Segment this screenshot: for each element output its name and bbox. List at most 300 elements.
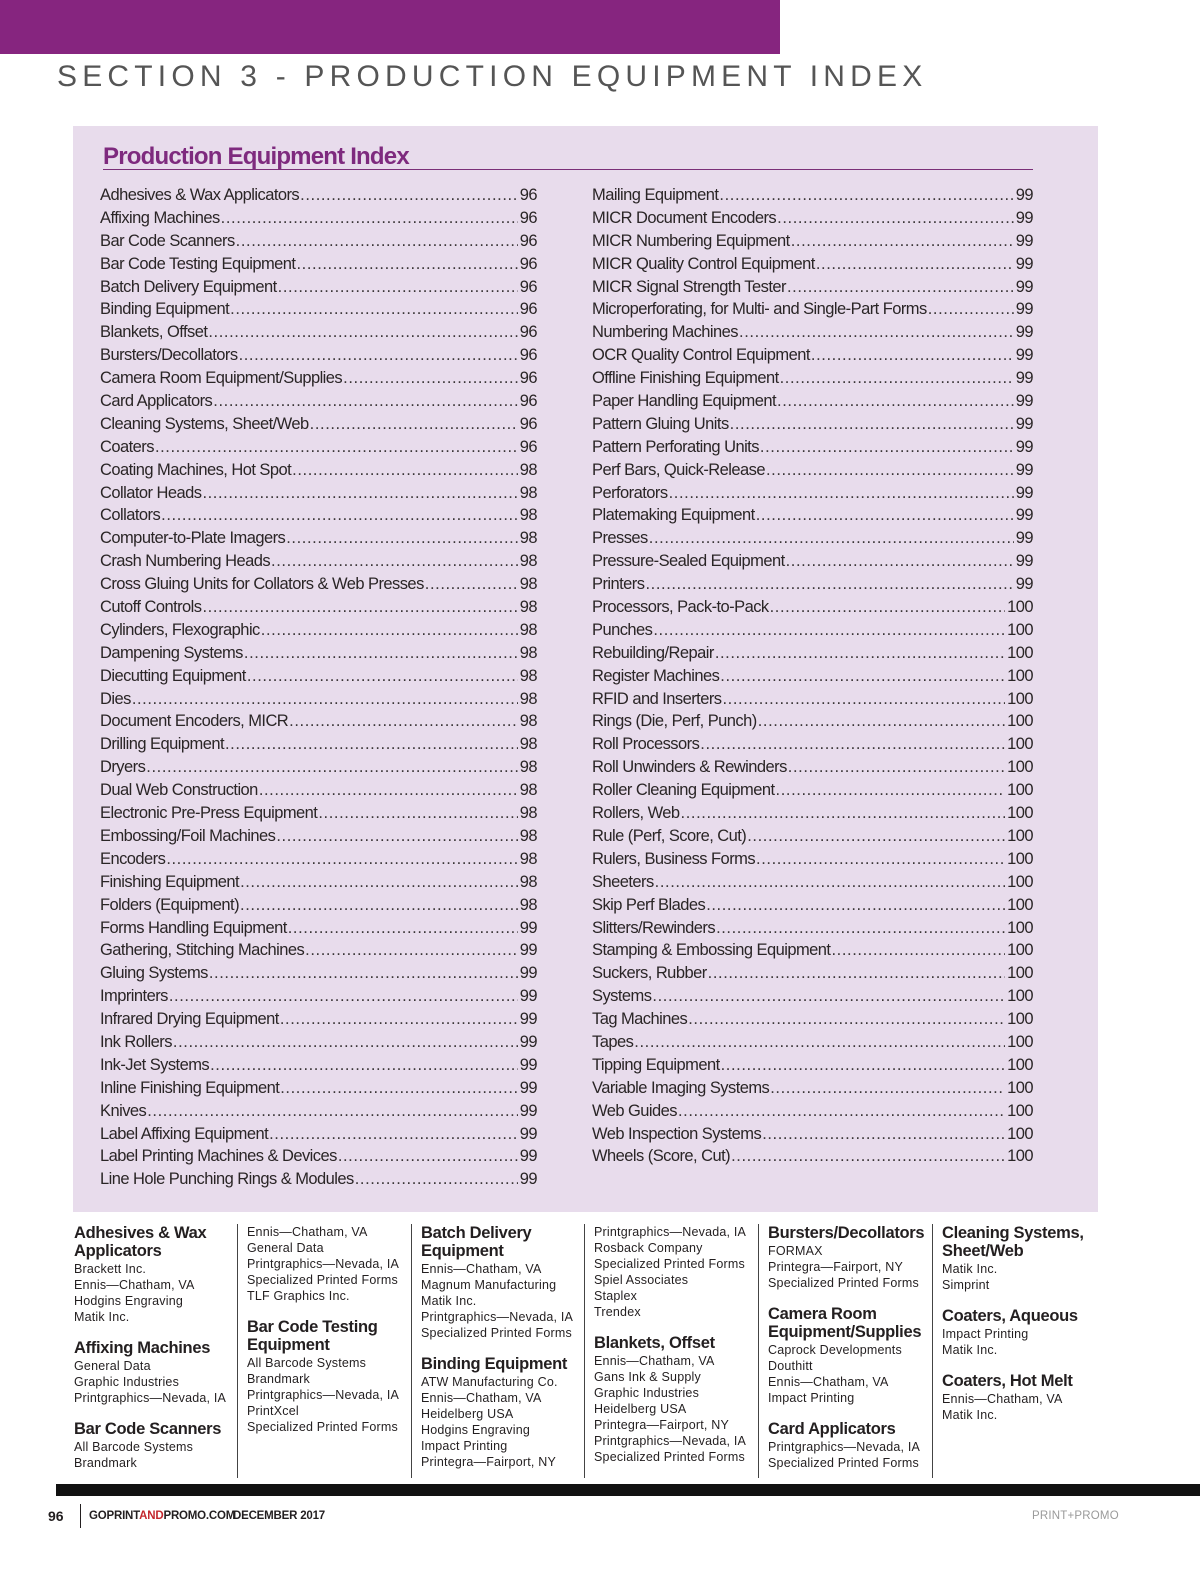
vendor-name: All Barcode Systems xyxy=(74,1440,194,1454)
vendor-name: Ennis—Chatham, VA xyxy=(74,1278,195,1292)
index-entry-page: 100 xyxy=(1007,758,1033,777)
index-entry xyxy=(100,621,537,644)
vendor-name: Specialized Printed Forms xyxy=(594,1450,745,1464)
index-entry xyxy=(100,781,537,804)
dot-leader xyxy=(770,1079,1005,1098)
index-entry-page: 96 xyxy=(519,277,537,296)
index-entry-page: 99 xyxy=(1015,506,1033,525)
index-entry-name: Slitters/Rewinders xyxy=(592,918,716,937)
spacer xyxy=(768,1291,938,1305)
dot-leader xyxy=(202,484,517,503)
dot-leader xyxy=(318,804,517,823)
dot-leader xyxy=(173,1033,518,1052)
vendor-name: Specialized Printed Forms xyxy=(768,1456,919,1470)
vendor-name: Specialized Printed Forms xyxy=(247,1420,398,1434)
index-entry xyxy=(100,850,537,873)
index-entry-page: 96 xyxy=(519,231,537,250)
index-entry-name: Affixing Machines xyxy=(100,208,220,227)
index-entry-name: MICR Numbering Equipment xyxy=(592,231,790,250)
index-entry-name: Web Inspection Systems xyxy=(592,1124,762,1143)
index-entry xyxy=(100,690,537,713)
index-entry-page: 99 xyxy=(1015,254,1033,273)
index-entry xyxy=(592,1010,1033,1033)
index-entry-page: 100 xyxy=(1007,1055,1033,1074)
index-entry-name: Folders (Equipment) xyxy=(100,895,240,914)
dot-leader xyxy=(786,552,1014,571)
index-entry-page: 98 xyxy=(519,895,537,914)
dot-leader xyxy=(203,598,518,617)
vendor-name: Printgraphics—Nevada, IA xyxy=(74,1391,227,1405)
dot-leader xyxy=(731,1147,1005,1166)
vendor-name: FORMAX xyxy=(768,1244,823,1258)
index-entry-name: OCR Quality Control Equipment xyxy=(592,346,810,365)
index-entry-page: 96 xyxy=(519,369,537,388)
index-entry xyxy=(100,232,537,255)
index-entry xyxy=(100,438,537,461)
index-entry xyxy=(592,186,1033,209)
dot-leader xyxy=(261,621,518,640)
dot-leader xyxy=(338,1147,518,1166)
index-entry-page: 99 xyxy=(1015,414,1033,433)
vendor-name: Impact Printing xyxy=(421,1439,508,1453)
index-entry xyxy=(100,987,537,1010)
dot-leader xyxy=(300,186,518,205)
dot-leader xyxy=(721,1056,1005,1075)
index-entry-page: 99 xyxy=(519,1101,537,1120)
index-entry-name: Presses xyxy=(592,529,648,548)
index-entry-page: 100 xyxy=(1007,1124,1033,1143)
vendor-name: Rosback Company xyxy=(594,1241,703,1255)
footer-divider xyxy=(80,1504,81,1528)
vendor-name: Printgraphics—Nevada, IA xyxy=(421,1310,574,1324)
dot-leader xyxy=(777,392,1014,411)
index-entry-page: 99 xyxy=(519,987,537,1006)
index-entry-name: Collators xyxy=(100,506,161,525)
index-entry-name: Wheels (Score, Cut) xyxy=(592,1147,731,1166)
index-entry-page: 100 xyxy=(1007,872,1033,891)
vendor-name: Spiel Associates xyxy=(594,1273,689,1287)
index-entry-name: Label Printing Machines & Devices xyxy=(100,1147,337,1166)
index-entry-page: 98 xyxy=(519,620,537,639)
index-entry-page: 96 xyxy=(519,392,537,411)
vendor-name: Printegra—Fairport, NY xyxy=(594,1418,729,1432)
index-entry xyxy=(100,1147,537,1170)
index-entry-page: 98 xyxy=(519,575,537,594)
vendor-name: Brandmark xyxy=(247,1372,310,1386)
index-entry-page: 100 xyxy=(1007,666,1033,685)
index-entry-page: 99 xyxy=(1015,186,1033,204)
index-entry xyxy=(100,323,537,346)
index-entry-name: Pressure-Sealed Equipment xyxy=(592,552,785,571)
dot-leader xyxy=(645,575,1013,594)
index-entry-page: 99 xyxy=(1015,529,1033,548)
index-entry-page: 100 xyxy=(1007,1078,1033,1097)
index-entry-page: 96 xyxy=(519,300,537,319)
index-entry-name: Label Affixing Equipment xyxy=(100,1124,269,1143)
index-entry xyxy=(592,919,1033,942)
index-entry xyxy=(592,621,1033,644)
index-entry xyxy=(592,941,1033,964)
index-entry-page: 98 xyxy=(519,826,537,845)
index-entry-page: 100 xyxy=(1007,1032,1033,1051)
index-entry-name: Cylinders, Flexographic xyxy=(100,620,260,639)
index-entry-name: Web Guides xyxy=(592,1101,677,1120)
dot-leader xyxy=(678,1102,1005,1121)
index-entry-page: 98 xyxy=(519,483,537,502)
dot-leader xyxy=(756,506,1014,525)
column-divider xyxy=(932,1224,933,1478)
vendor-name: Hodgins Engraving xyxy=(421,1423,531,1437)
vendor-name: Ennis—Chatham, VA xyxy=(421,1391,542,1405)
vendor-column-4 xyxy=(594,1224,764,1478)
column-divider xyxy=(758,1224,759,1478)
index-entry xyxy=(592,781,1033,804)
index-entry-name: Punches xyxy=(592,620,653,639)
index-entry-name: Rulers, Business Forms xyxy=(592,849,756,868)
vendor-name: Specialized Printed Forms xyxy=(594,1257,745,1271)
dot-leader xyxy=(169,987,518,1006)
index-entry xyxy=(100,896,537,919)
index-entry xyxy=(100,484,537,507)
index-entry-page: 100 xyxy=(1007,918,1033,937)
index-entry-name: Sheeters xyxy=(592,872,654,891)
index-entry xyxy=(100,255,537,278)
index-column-right xyxy=(592,186,1033,1170)
index-entry xyxy=(100,461,537,484)
dot-leader xyxy=(288,919,518,938)
dot-leader xyxy=(355,1170,518,1189)
index-entry xyxy=(100,369,537,392)
dot-leader xyxy=(653,621,1005,640)
dot-leader xyxy=(209,964,518,983)
index-entry-page: 98 xyxy=(519,666,537,685)
dot-leader xyxy=(756,850,1005,869)
dot-leader xyxy=(221,209,518,228)
vendor-name: Specialized Printed Forms xyxy=(421,1326,572,1340)
category-heading: Cleaning Systems, Sheet/Web xyxy=(942,1224,1084,1260)
index-entry xyxy=(100,278,537,301)
dot-leader xyxy=(208,323,517,342)
index-entry-name: Ink-Jet Systems xyxy=(100,1055,210,1074)
dot-leader xyxy=(700,735,1005,754)
index-entry xyxy=(592,667,1033,690)
vendor-name: Heidelberg USA xyxy=(421,1407,514,1421)
index-entry-name: Binding Equipment xyxy=(100,300,230,319)
category-heading: Bar Code Testing Equipment xyxy=(247,1318,378,1354)
index-entry-page: 99 xyxy=(519,1170,537,1189)
index-entry-page: 100 xyxy=(1007,849,1033,868)
index-entry xyxy=(100,964,537,987)
index-entry xyxy=(100,1079,537,1102)
index-entry-page: 99 xyxy=(519,1124,537,1143)
index-entry xyxy=(100,1170,537,1193)
index-entry-page: 100 xyxy=(1007,826,1033,845)
vendor-name: Printgraphics—Nevada, IA xyxy=(594,1434,747,1448)
index-entry-name: Card Applicators xyxy=(100,392,213,411)
vendor-name: TLF Graphics Inc. xyxy=(247,1289,350,1303)
vendor-name: Graphic Industries xyxy=(74,1375,180,1389)
vendor-name: Printgraphics—Nevada, IA xyxy=(768,1440,921,1454)
dot-leader xyxy=(310,415,518,434)
index-entry-name: Forms Handling Equipment xyxy=(100,918,287,937)
index-entry xyxy=(592,461,1033,484)
index-entry-page: 96 xyxy=(519,186,537,204)
dot-leader xyxy=(715,644,1005,663)
footer-website xyxy=(89,1510,235,1522)
index-entry-name: Roll Unwinders & Rewinders xyxy=(592,758,787,777)
vendor-name: Matik Inc. xyxy=(942,1408,998,1422)
vendor-name: Matik Inc. xyxy=(74,1310,130,1324)
category-heading: Bursters/Decollators xyxy=(768,1224,925,1242)
index-entry-name: Bar Code Testing Equipment xyxy=(100,254,296,273)
dot-leader xyxy=(147,1102,518,1121)
dot-leader xyxy=(166,850,517,869)
vendor-name: Printegra—Fairport, NY xyxy=(768,1260,903,1274)
index-entry-name: Crash Numbering Heads xyxy=(100,552,271,571)
index-entry xyxy=(592,552,1033,575)
index-entry-page: 99 xyxy=(1015,277,1033,296)
dot-leader xyxy=(787,278,1014,297)
index-entry-name: Document Encoders, MICR xyxy=(100,712,289,731)
index-entry-name: Blankets, Offset xyxy=(100,323,208,342)
index-entry-name: Pattern Perforating Units xyxy=(592,437,759,456)
index-entry-page: 100 xyxy=(1007,1147,1033,1166)
index-entry-name: Finishing Equipment xyxy=(100,872,240,891)
index-entry-page: 100 xyxy=(1007,1010,1033,1029)
index-entry-name: Perforators xyxy=(592,483,668,502)
index-entry-name: Paper Handling Equipment xyxy=(592,392,777,411)
dot-leader xyxy=(225,735,518,754)
index-entry-name: Roll Processors xyxy=(592,735,700,754)
vendor-column-2 xyxy=(247,1224,417,1478)
index-entry xyxy=(592,369,1033,392)
dot-leader xyxy=(269,1125,518,1144)
index-entry-page: 99 xyxy=(519,1032,537,1051)
index-entry-page: 98 xyxy=(519,735,537,754)
index-entry-name: Batch Delivery Equipment xyxy=(100,277,277,296)
dot-leader xyxy=(652,987,1005,1006)
index-entry-name: Tapes xyxy=(592,1032,634,1051)
vendor-name: Ennis—Chatham, VA xyxy=(421,1262,542,1276)
dot-leader xyxy=(649,529,1014,548)
index-entry-page: 99 xyxy=(1015,575,1033,594)
index-entry-page: 96 xyxy=(519,208,537,227)
index-entry-name: Skip Perf Blades xyxy=(592,895,706,914)
index-entry-name: Gathering, Stitching Machines xyxy=(100,941,305,960)
index-entry-name: Coating Machines, Hot Spot xyxy=(100,460,292,479)
index-entry-page: 99 xyxy=(519,1147,537,1166)
column-divider xyxy=(584,1224,585,1478)
dot-leader xyxy=(776,781,1006,800)
index-entry-page: 98 xyxy=(519,758,537,777)
column-divider xyxy=(411,1224,412,1478)
index-entry-name: Adhesives & Wax Applicators xyxy=(100,186,300,204)
index-entry xyxy=(592,346,1033,369)
index-entry-page: 96 xyxy=(519,323,537,342)
index-entry-page: 99 xyxy=(1015,437,1033,456)
index-entry xyxy=(100,712,537,735)
index-entry-page: 100 xyxy=(1007,964,1033,983)
index-entry xyxy=(592,323,1033,346)
dot-leader xyxy=(831,941,1005,960)
vendor-column-5 xyxy=(768,1224,938,1478)
index-entry xyxy=(592,232,1033,255)
index-entry-name: Platemaking Equipment xyxy=(592,506,755,525)
vendor-name: Specialized Printed Forms xyxy=(768,1276,919,1290)
vendor-name: ATW Manufacturing Co. xyxy=(421,1375,558,1389)
dot-leader xyxy=(289,712,518,731)
index-entry xyxy=(100,644,537,667)
index-entry-name: Computer-to-Plate Imagers xyxy=(100,529,286,548)
spacer xyxy=(74,1406,244,1420)
dot-leader xyxy=(239,346,518,365)
index-entry-name: Processors, Pack-to-Pack xyxy=(592,598,769,617)
index-entry xyxy=(100,1056,537,1079)
index-entry xyxy=(100,506,537,529)
index-entry xyxy=(100,873,537,896)
index-entry-name: Numbering Machines xyxy=(592,323,739,342)
index-entry xyxy=(100,346,537,369)
index-entry-page: 98 xyxy=(519,529,537,548)
dot-leader xyxy=(278,278,518,297)
index-entry-page: 99 xyxy=(519,964,537,983)
index-entry xyxy=(592,804,1033,827)
dot-leader xyxy=(706,896,1005,915)
index-entry-name: Collator Heads xyxy=(100,483,202,502)
index-entry-page: 100 xyxy=(1007,781,1033,800)
column-divider xyxy=(237,1224,238,1478)
index-entry-page: 100 xyxy=(1007,895,1033,914)
dot-leader xyxy=(230,300,518,319)
category-heading: Batch Delivery Equipment xyxy=(421,1224,532,1260)
index-entry xyxy=(592,712,1033,735)
vendor-column-6 xyxy=(942,1224,1112,1478)
index-entry xyxy=(592,850,1033,873)
dot-leader xyxy=(247,667,518,686)
vendor-name: Gans Ink & Supply xyxy=(594,1370,701,1384)
index-entry-name: Rule (Perf, Score, Cut) xyxy=(592,826,747,845)
index-entry xyxy=(592,896,1033,919)
index-entry-page: 99 xyxy=(1015,300,1033,319)
index-entry xyxy=(592,575,1033,598)
category-heading: Affixing Machines xyxy=(74,1339,211,1357)
index-entry-name: Diecutting Equipment xyxy=(100,666,246,685)
index-entry xyxy=(100,1033,537,1056)
vendor-name: Ennis—Chatham, VA xyxy=(768,1375,889,1389)
index-entry-name: Dampening Systems xyxy=(100,643,243,662)
index-entry-name: Dies xyxy=(100,689,131,708)
index-entry-name: RFID and Inserters xyxy=(592,689,722,708)
index-entry xyxy=(592,1056,1033,1079)
index-entry-page: 100 xyxy=(1007,598,1033,617)
index-entry xyxy=(592,415,1033,438)
dot-leader xyxy=(236,232,518,251)
index-entry-name: Cross Gluing Units for Collators & Web Presses xyxy=(100,575,424,594)
spacer xyxy=(768,1406,938,1420)
vendor-column-1 xyxy=(74,1224,244,1478)
index-entry xyxy=(592,827,1033,850)
index-entry-name: Microperforating, for Multi- and Single-Part Forms xyxy=(592,300,927,319)
vendor-name: Matik Inc. xyxy=(942,1343,998,1357)
index-entry-page: 98 xyxy=(519,643,537,662)
index-entry-name: Infrared Drying Equipment xyxy=(100,1010,279,1029)
dot-leader xyxy=(146,758,517,777)
index-entry-page: 96 xyxy=(519,414,537,433)
vendor-name: Printgraphics—Nevada, IA xyxy=(247,1257,400,1271)
vendor-name: Caprock Developments xyxy=(768,1343,902,1357)
dot-leader xyxy=(739,323,1014,342)
index-entry xyxy=(100,598,537,621)
dot-leader xyxy=(688,1010,1005,1029)
dot-leader xyxy=(780,369,1014,388)
category-heading: Coaters, Hot Melt xyxy=(942,1372,1073,1390)
index-entry xyxy=(592,1079,1033,1102)
index-entry xyxy=(100,667,537,690)
dot-leader xyxy=(747,827,1005,846)
index-entry-page: 99 xyxy=(1015,552,1033,571)
site-prefix: GOPRINT xyxy=(89,1510,140,1522)
vendor-name: Printgraphics—Nevada, IA xyxy=(247,1388,400,1402)
index-entry-name: Rebuilding/Repair xyxy=(592,643,714,662)
dot-leader xyxy=(762,1125,1005,1144)
index-entry-name: Pattern Gluing Units xyxy=(592,414,729,433)
index-entry-name: Gluing Systems xyxy=(100,964,208,983)
dot-leader xyxy=(758,712,1005,731)
dot-leader xyxy=(425,575,518,594)
dot-leader xyxy=(720,667,1005,686)
index-entry-name: Line Hole Punching Rings & Modules xyxy=(100,1170,354,1189)
spacer xyxy=(594,1320,764,1334)
index-entry xyxy=(592,873,1033,896)
index-panel xyxy=(73,126,1098,1212)
index-entry-page: 100 xyxy=(1007,712,1033,731)
dot-leader xyxy=(791,232,1014,251)
index-entry xyxy=(592,278,1033,301)
index-entry-page: 99 xyxy=(1015,483,1033,502)
index-entry-page: 99 xyxy=(519,941,537,960)
index-entry-name: MICR Document Encoders xyxy=(592,208,777,227)
index-entry-name: Tag Machines xyxy=(592,1010,688,1029)
dot-leader xyxy=(280,1079,518,1098)
category-heading: Camera Room Equipment/Supplies xyxy=(768,1305,922,1341)
vendor-name: Brandmark xyxy=(74,1456,137,1470)
index-entry-name: Variable Imaging Systems xyxy=(592,1078,770,1097)
vendor-name: Staplex xyxy=(594,1289,638,1303)
vendor-name: Ennis—Chatham, VA xyxy=(942,1392,1063,1406)
vendor-name: Hodgins Engraving xyxy=(74,1294,184,1308)
vendor-name: General Data xyxy=(74,1359,151,1373)
index-entry-name: Systems xyxy=(592,987,652,1006)
index-entry xyxy=(592,209,1033,232)
index-entry xyxy=(100,1102,537,1125)
index-entry xyxy=(100,300,537,323)
index-entry-page: 98 xyxy=(519,460,537,479)
category-heading: Binding Equipment xyxy=(421,1355,568,1373)
dot-leader xyxy=(259,781,518,800)
index-entry xyxy=(592,300,1033,323)
index-entry xyxy=(100,941,537,964)
index-entry-page: 98 xyxy=(519,781,537,800)
category-heading: Adhesives & Wax Applicators xyxy=(74,1224,207,1260)
index-entry xyxy=(100,552,537,575)
dot-leader xyxy=(155,438,518,457)
index-entry-name: Bar Code Scanners xyxy=(100,231,235,250)
index-entry-page: 100 xyxy=(1007,689,1033,708)
index-entry-page: 96 xyxy=(519,437,537,456)
index-entry-name: Embossing/Foil Machines xyxy=(100,826,276,845)
index-entry xyxy=(100,392,537,415)
dot-leader xyxy=(210,1056,518,1075)
